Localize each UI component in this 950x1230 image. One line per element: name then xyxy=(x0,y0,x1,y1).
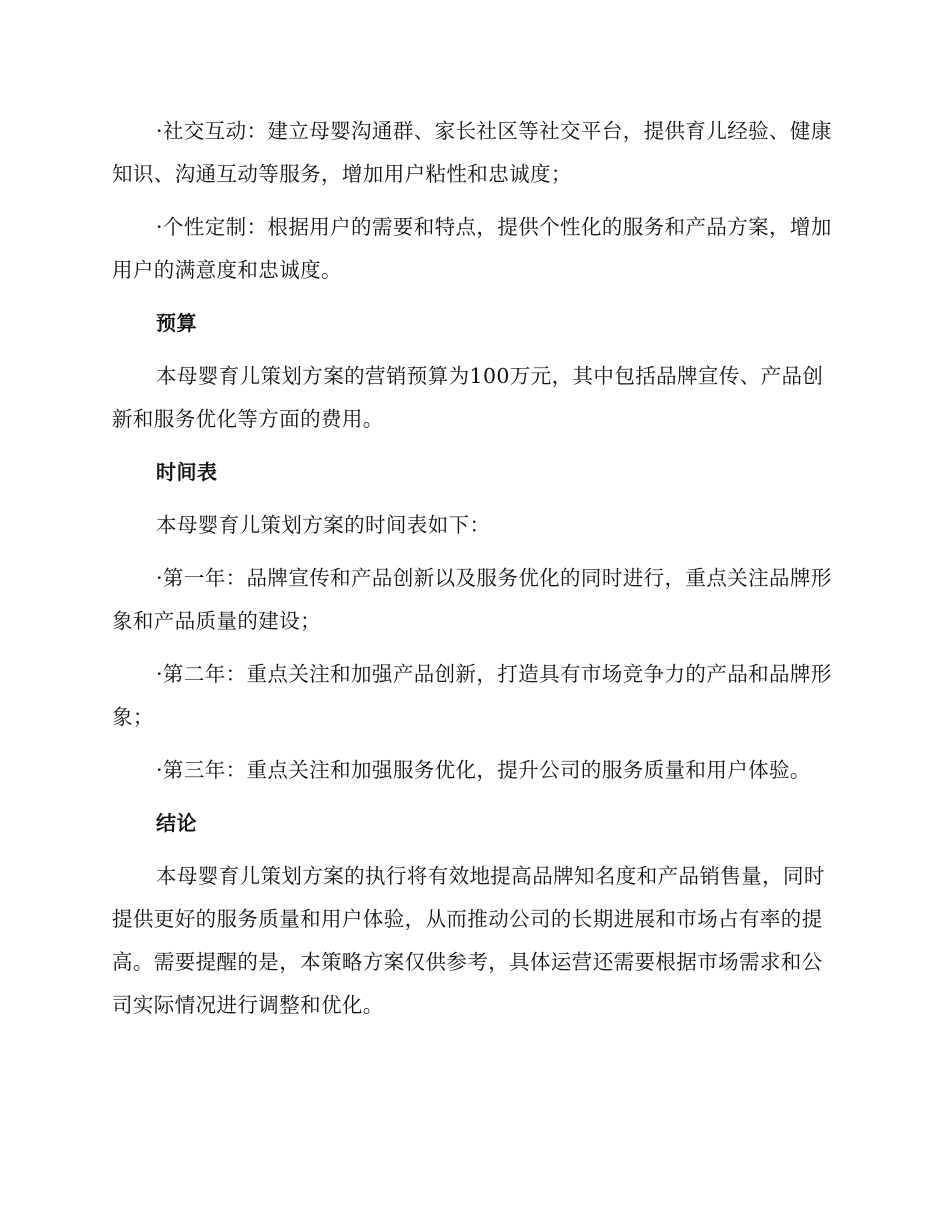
section-heading-timeline: 时间表 xyxy=(156,460,218,484)
timeline-intro: 本母婴育儿策划方案的时间表如下： xyxy=(156,513,491,537)
bullet-social-interaction: ·社交互动：建立母婴沟通群、家长社区等社交平台，提供育儿经验、健康知识、沟通互动等服务，增加用户粘性和忠诚度； xyxy=(112,119,832,186)
timeline-item-year-1: ·第一年：品牌宣传和产品创新以及服务优化的同时进行，重点关注品牌形象和产品质量的建设； xyxy=(112,566,832,633)
timeline-item-year-2: ·第二年：重点关注和加强产品创新，打造具有市场竞争力的产品和品牌形象； xyxy=(112,662,832,729)
conclusion-paragraph: 本母婴育儿策划方案的执行将有效地提高品牌知名度和产品销售量，同时提供更好的服务质量和用户体验，从而推动公司的长期进展和市场占有率的提高。需要提醒的是，本策略方案仅供参考，具体运营还需要根据市场需求和公司实际情况进行调整和优化。 xyxy=(112,864,825,1017)
bullet-personal-customization: ·个性定制：根据用户的需要和特点，提供个性化的服务和产品方案，增加用户的满意度和忠诚度。 xyxy=(112,215,832,282)
budget-paragraph: 本母婴育儿策划方案的营销预算为100万元，其中包括品牌宣传、产品创新和服务优化等方面的费用。 xyxy=(112,364,824,431)
section-heading-conclusion: 结论 xyxy=(156,811,197,835)
document-body xyxy=(112,110,832,1037)
timeline-item-year-3: ·第三年：重点关注和加强服务优化，提升公司的服务质量和用户体验。 xyxy=(156,758,811,782)
section-heading-budget: 预算 xyxy=(156,311,197,335)
